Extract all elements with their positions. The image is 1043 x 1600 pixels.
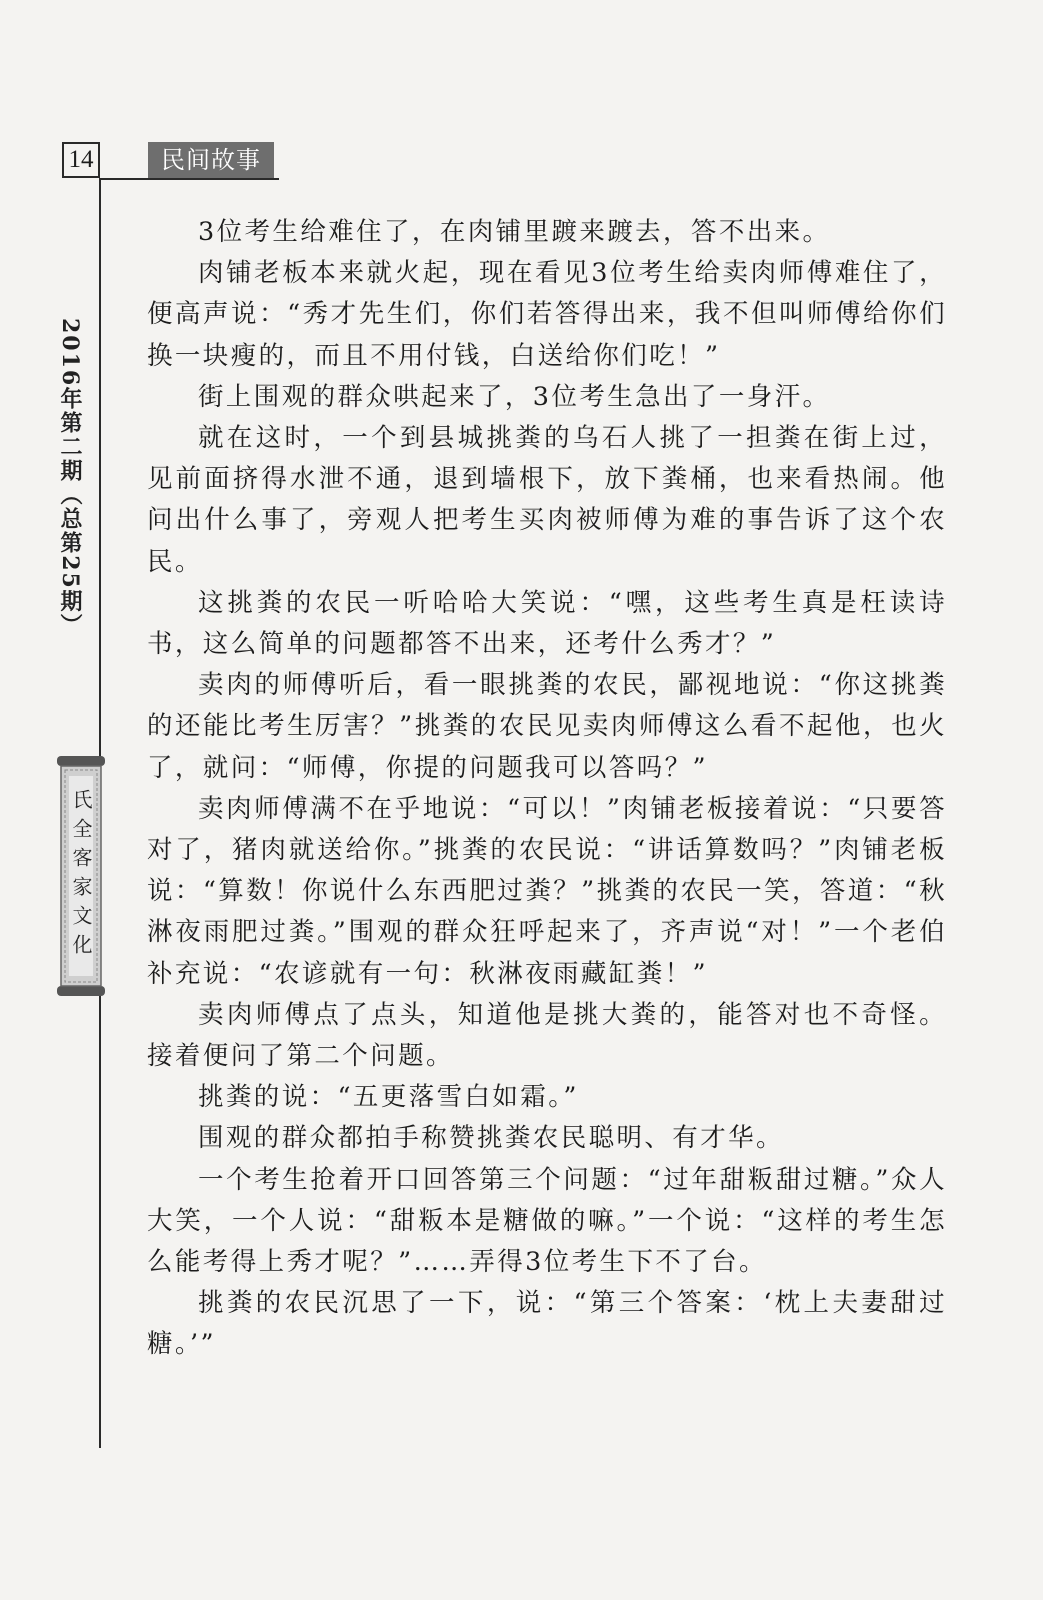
section-title: 民间故事: [148, 142, 274, 178]
header-rule: [99, 178, 279, 180]
paragraph: 街上围观的群众哄起来了，3位考生急出了一身汗。: [198, 381, 831, 412]
paragraph: 就在这时，一个到县城挑粪的乌石人挑了一担粪在街上过，见前面挤得水泄不通，退到墙根下，放下粪桶，也来看热闹。他问出什么事了，旁观人把考生买肉被师傅为难的事告诉了这个农民。: [147, 423, 947, 577]
paragraph: 3位考生给难住了，在肉铺里踱来踱去，答不出来。: [198, 217, 831, 247]
scroll-logo-text: 氏全客家文化: [69, 789, 93, 963]
article-body: [147, 212, 947, 1366]
scroll-logo: [55, 756, 107, 996]
paragraph: 肉铺老板本来就火起，现在看见3位考生给卖肉师傅难住了，便高声说：“秀才先生们，你们若答得出来，我不但叫师傅给你们换一块瘦的，而且不用付钱，白送给你们吃！”: [147, 258, 947, 371]
paragraph: 卖肉师傅点了点头，知道他是挑大粪的，能答对也不奇怪。接着便问了第二个问题。: [147, 999, 947, 1072]
paragraph: 挑粪的说：“五更落雪白如霜。”: [198, 1082, 579, 1113]
page-number: 14: [62, 142, 100, 178]
paragraph: 一个考生抢着开口回答第三个问题：“过年甜粄甜过糖。”众人大笑，一个人说：“甜粄本是糖做的嘛。”一个说：“这样的考生怎么能考得上秀才呢？”……弄得3位考生下不了台。: [147, 1164, 947, 1278]
issue-label: 2016年第二期（总第25期）: [57, 318, 83, 638]
paragraph: 卖肉师傅满不在乎地说：“可以！”肉铺老板接着说：“只要答对了，猪肉就送给你。”挑粪的农民说：“讲话算数吗？”肉铺老板说：“算数！你说什么东西肥过粪？”挑粪的农民一笑，答道：“秋淋夜雨肥过粪。”围观的群众狂呼起来了，齐声说“对！”一个老伯补充说：“农谚就有一句：秋淋夜雨藏缸粪！”: [147, 793, 947, 989]
paragraph: 挑粪的农民沉思了一下，说：“第三个答案：‘枕上夫妻甜过糖。’”: [147, 1288, 947, 1360]
paragraph: 卖肉的师傅听后，看一眼挑粪的农民，鄙视地说：“你这挑粪的还能比考生厉害？”挑粪的农民见卖肉师傅这么看不起他，也火了，就问：“师傅，你提的问题我可以答吗？”: [147, 670, 947, 783]
paragraph: 围观的群众都拍手称赞挑粪农民聪明、有才华。: [198, 1123, 784, 1154]
paragraph: 这挑粪的农民一听哈哈大笑说：“嘿，这些考生真是枉读诗书，这么简单的问题都答不出来，还考什么秀才？”: [147, 587, 947, 660]
